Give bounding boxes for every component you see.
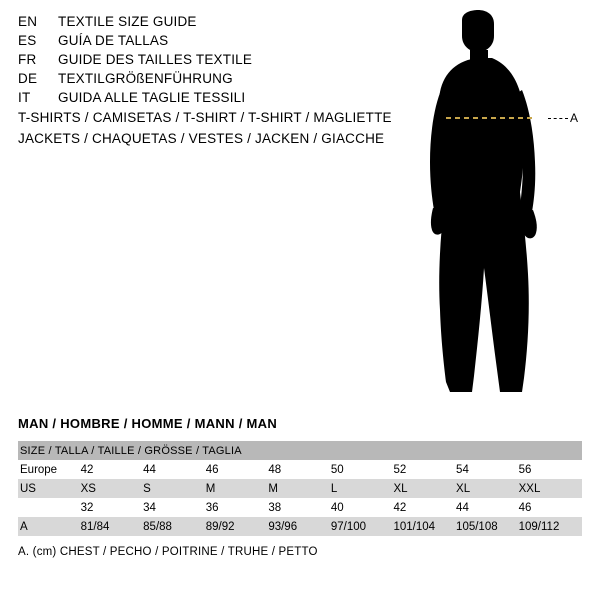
table-cell: 46 xyxy=(519,498,582,517)
table-cell: 89/92 xyxy=(206,517,269,536)
table-cell: 50 xyxy=(331,460,394,479)
table-cell: 105/108 xyxy=(456,517,519,536)
table-footnote: A. (cm) CHEST / PECHO / POITRINE / TRUHE / PETTO xyxy=(18,546,318,558)
table-cell: XL xyxy=(393,479,456,498)
table-cell: 40 xyxy=(331,498,394,517)
language-code: FR xyxy=(18,52,37,67)
language-code: IT xyxy=(18,90,31,105)
table-cell: 85/88 xyxy=(143,517,206,536)
language-row xyxy=(18,71,378,90)
table-header-row xyxy=(18,441,582,460)
table-cell: M xyxy=(268,479,331,498)
table-cell: 56 xyxy=(519,460,582,479)
table-row xyxy=(18,479,582,498)
table-header-label: SIZE / TALLA / TAILLE / GRÖSSE / TAGLIA xyxy=(18,441,582,460)
male-figure-illustration xyxy=(400,10,600,410)
category-line-jackets: JACKETS / CHAQUETAS / VESTES / JACKEN / GIACCHE xyxy=(18,131,385,146)
table-cell: 97/100 xyxy=(331,517,394,536)
size-table xyxy=(18,441,582,536)
language-text: GUIDA ALLE TAGLIE TESSILI xyxy=(58,90,246,105)
table-cell: 48 xyxy=(268,460,331,479)
category-line-tshirts: T-SHIRTS / CAMISETAS / T-SHIRT / T-SHIRT / MAGLIETTE xyxy=(18,110,392,125)
table-row xyxy=(18,460,582,479)
language-text: GUIDE DES TAILLES TEXTILE xyxy=(58,52,253,67)
row-label: A xyxy=(18,517,81,536)
table-cell: 52 xyxy=(393,460,456,479)
measure-marker-label: A xyxy=(570,111,579,125)
row-label: US xyxy=(18,479,81,498)
table-cell: S xyxy=(143,479,206,498)
language-row xyxy=(18,52,378,71)
marker-leader-line xyxy=(548,118,568,119)
table-cell: 109/112 xyxy=(519,517,582,536)
table-cell: 54 xyxy=(456,460,519,479)
table-cell: 32 xyxy=(81,498,144,517)
row-label: Europe xyxy=(18,460,81,479)
table-cell: 101/104 xyxy=(393,517,456,536)
table-cell: XL xyxy=(456,479,519,498)
language-row xyxy=(18,33,378,52)
table-row xyxy=(18,517,582,536)
language-text: TEXTILGRÖßENFÜHRUNG xyxy=(58,71,233,86)
table-cell: 42 xyxy=(393,498,456,517)
table-cell: 81/84 xyxy=(81,517,144,536)
language-text: GUÍA DE TALLAS xyxy=(58,33,169,48)
figure-silhouette-icon xyxy=(400,10,600,410)
language-text: TEXTILE SIZE GUIDE xyxy=(58,14,197,29)
section-title: MAN / HOMBRE / HOMME / MANN / MAN xyxy=(18,416,278,431)
table-cell: 44 xyxy=(143,460,206,479)
table-cell: 38 xyxy=(268,498,331,517)
table-cell: 46 xyxy=(206,460,269,479)
category-block xyxy=(18,110,418,152)
language-code: ES xyxy=(18,33,37,48)
table-cell: 42 xyxy=(81,460,144,479)
table-cell: XS xyxy=(81,479,144,498)
table-cell: 36 xyxy=(206,498,269,517)
table-row xyxy=(18,498,582,517)
table-cell: XXL xyxy=(519,479,582,498)
language-row xyxy=(18,14,378,33)
language-guide-block xyxy=(18,14,378,109)
table-cell: 34 xyxy=(143,498,206,517)
row-label xyxy=(18,498,81,517)
table-cell: M xyxy=(206,479,269,498)
table-cell: L xyxy=(331,479,394,498)
table-cell: 44 xyxy=(456,498,519,517)
language-row xyxy=(18,90,378,109)
language-code: DE xyxy=(18,71,38,86)
size-table-wrapper xyxy=(18,441,582,536)
table-cell: 93/96 xyxy=(268,517,331,536)
language-code: EN xyxy=(18,14,38,29)
